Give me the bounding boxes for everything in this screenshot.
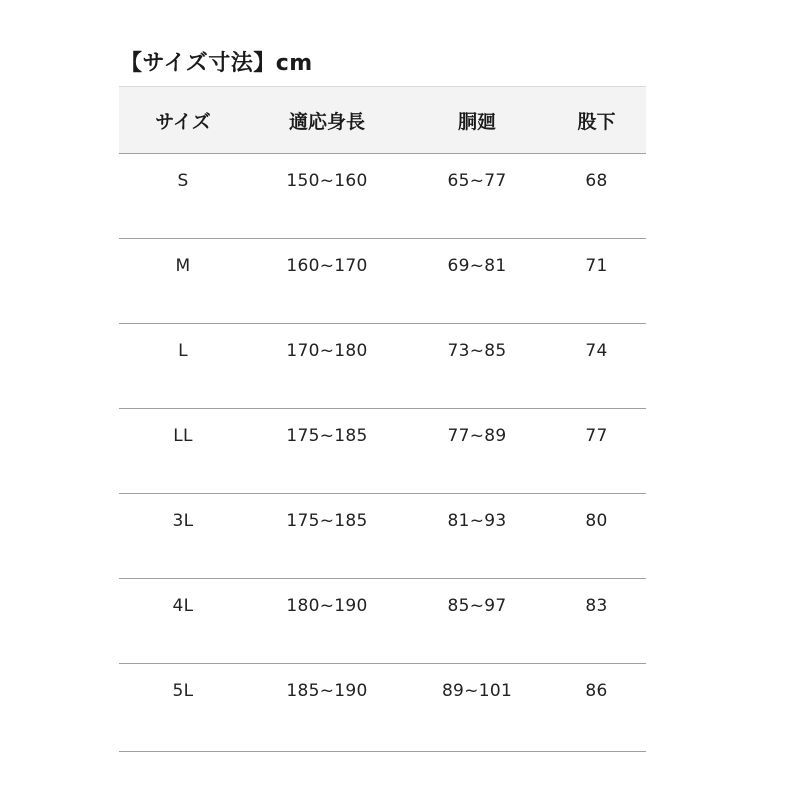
cell-inseam: 77: [585, 426, 608, 446]
table-row: [119, 579, 646, 664]
header-waist: 胴廻: [457, 110, 496, 133]
table-row: [119, 154, 646, 239]
cell-height: 160~170: [286, 256, 368, 276]
cell-inseam: 86: [585, 681, 608, 701]
cell-waist: 89~101: [441, 681, 513, 701]
cell-size: 3L: [172, 511, 194, 531]
cell-inseam: 71: [585, 256, 608, 276]
cell-inseam: 80: [585, 511, 608, 531]
header-height: 適応身長: [288, 110, 365, 133]
cell-size: L: [178, 341, 188, 361]
size-table: [119, 86, 646, 752]
page-title: 【サイズ寸法】cm: [120, 51, 313, 76]
table-row: [119, 324, 646, 409]
cell-waist: 65~77: [447, 171, 507, 191]
cell-waist: 69~81: [447, 256, 507, 276]
cell-waist: 73~85: [447, 341, 507, 361]
cell-size: LL: [173, 426, 193, 446]
cell-height: 150~160: [286, 171, 368, 191]
cell-waist: 81~93: [447, 511, 507, 531]
cell-inseam: 74: [585, 341, 608, 361]
cell-waist: 85~97: [447, 596, 507, 616]
cell-height: 175~185: [286, 511, 368, 531]
table-row: [119, 664, 646, 752]
cell-size: S: [177, 171, 189, 191]
table-row: [119, 239, 646, 324]
table-header-row: [119, 87, 646, 154]
cell-height: 175~185: [286, 426, 368, 446]
cell-inseam: 68: [585, 171, 608, 191]
cell-size: M: [175, 256, 191, 276]
cell-height: 185~190: [286, 681, 368, 701]
cell-height: 170~180: [286, 341, 368, 361]
cell-waist: 77~89: [447, 426, 507, 446]
header-inseam: 股下: [577, 110, 616, 133]
table-row: [119, 494, 646, 579]
cell-size: 5L: [172, 681, 194, 701]
table-row: [119, 409, 646, 494]
cell-inseam: 83: [585, 596, 608, 616]
cell-size: 4L: [172, 596, 194, 616]
cell-height: 180~190: [286, 596, 368, 616]
header-size: サイズ: [155, 110, 211, 133]
